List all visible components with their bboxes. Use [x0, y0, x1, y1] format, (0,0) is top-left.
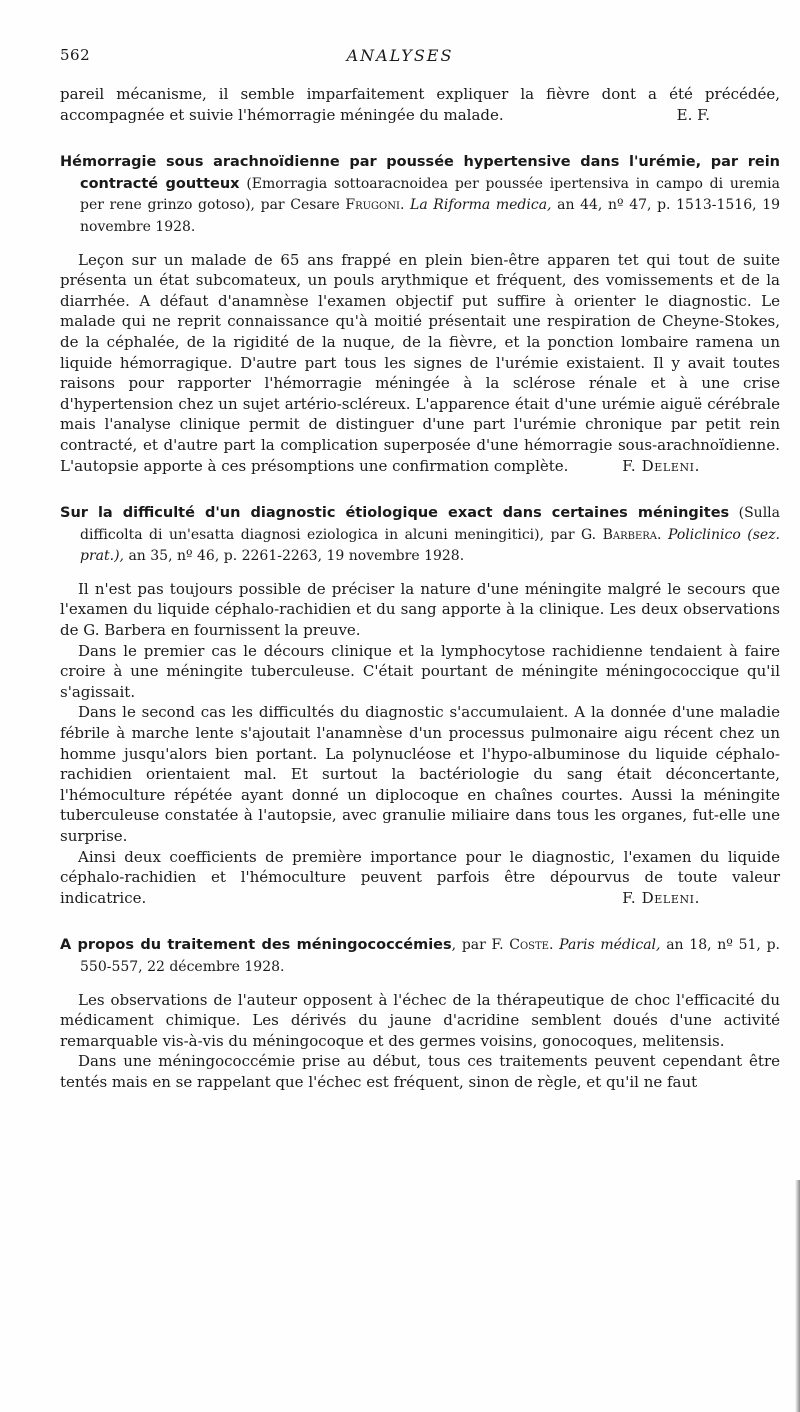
article-2-title: Sur la difficulté d'un diagnostic étiologique exact dans certaines méningites [60, 505, 730, 522]
article-1-title: Hémorragie sous arachnoïdienne par poussée hypertensive dans l'urémie, par rein contracté goutteux [60, 154, 780, 192]
article-1-ref-text: (Emorragia sottoaracnoidea per poussée ipertensiva in campo di uremia per rene grinzo gotoso), par Cesare [80, 175, 780, 214]
article-3-author: Coste [509, 937, 549, 954]
article-3-title: A propos du traitement des méningococcémies [60, 937, 452, 954]
continuation-block [60, 84, 780, 125]
page-body [60, 84, 780, 1093]
article-2-paragraph-1: Il n'est pas toujours possible de préciser la nature d'une méningite malgré le secours que l'examen du liquide céphalo-rachidien et du sang apporte à la clinique. Les deux observations de G. Barbera en fournissent la preuve. [60, 579, 780, 640]
article-3-source: Paris médical, [559, 937, 661, 954]
article-1-ref-sep: . [399, 197, 411, 214]
article-2-ref-text: (Sulla difficolta di un'esatta diagnosi eziologica in alcuni meningitici), par G. [80, 505, 780, 543]
article-2-paragraph-4 [60, 847, 780, 909]
article-2-source: Policlinico (sez. prat.), [80, 526, 780, 565]
running-title: ANALYSES [346, 46, 454, 65]
continuation-paragraph [60, 84, 780, 125]
article-2-paragraph-3: Dans le second cas les difficultés du diagnostic s'accumulaient. A la donnée d'une maladie fébrile à marche lente s'ajoutait l'anamnèse d'un processus pulmonaire aigu récent chez un homme jusqu'alors bien portant. La polynucléose et l'hypo-albuminose du liquide céphalo-rachidien orientaient mal. Et surtout la bactériologie du sang était déconcertante, l'hémoculture répétée ayant donné un diplocoque en chaînes courtes. Aussi la méningite tuberculeuse constatée à l'autopsie, avec granulie miliaire dans tous les organes, fut-elle une surprise. [60, 703, 780, 845]
article-3-paragraph-1: Les observations de l'auteur opposent à l'échec de la thérapeutique de choc l'efficacité du médicament chimique. Les dérivés du jaune d'acridine semblent doués d'une activité remarquable vis-à-vis du méningocoque et des germes voisins, gonocoques, melitensis. [60, 990, 780, 1050]
article-3-heading [60, 934, 780, 977]
article-1-ref-details: an 44, nº 47, p. 1513-1516, 19 novembre 1928. [80, 197, 781, 235]
article-2-author: Barbera [602, 526, 658, 543]
article-1-source: La Riforma medica, [410, 197, 552, 214]
article-2-heading [60, 502, 780, 567]
article-1-author: Frugoni [345, 197, 400, 214]
article-2-ref-details: an 35, nº 46, p. 2261-2263, 19 novembre 1928. [124, 548, 465, 565]
continuation-signature: E. F. [676, 105, 710, 124]
article-3-ref-sep: . [548, 937, 560, 954]
continuation-text: pareil mécanisme, il semble imparfaitement expliquer la fièvre dont a été précédée, accompagnée et suivie l'hémorragie méningée du malade. [60, 85, 780, 124]
article-2-paragraph-4-text: Ainsi deux coefficients de première importance pour le diagnostic, l'examen du liquide céphalo-rachidien et l'hémoculture peuvent parfois être dépourvus de toute valeur indicatrice. [60, 847, 780, 907]
article-1-heading [60, 151, 780, 237]
article-2 [60, 502, 780, 908]
article-2-signature: F. Deleni. [622, 888, 700, 907]
article-3-ref-text: , par F. [451, 937, 510, 954]
article-2-ref-sep: . [657, 526, 668, 543]
article-1-paragraph-text: Leçon sur un malade de 65 ans frappé en plein bien-être apparen tet qui tout de suite présenta un état subcomateux, un pouls arythmique et fréquent, des vomissements et de la diarrhée. A défaut d'anamnèse l'examen objectif put suffire à orienter le diagnostic. Le malade qui ne reprit connaissance qu'à moitié présentait une respiration de Cheyne-Stokes, de la céphalée, de la rigidité de la nuque, de la fièvre, et la ponction lombaire ramena un liquide hémorragique. D'autre part tous les signes de l'urémie existaient. Il y avait toutes raisons pour rapporter l'hémorragie méningée à la sclérose rénale et à une crise d'hypertension chez un sujet artério-scléreux. L'apparence était d'une urémie aiguë cérébrale mais l'analyse clinique permit de distinguer d'une part l'urémie chronique par petit rein contracté, et d'autre part la complication superposée d'une hémorragie sous-arachnoïdienne. L'autopsie apporte à ces présomptions une confirmation complète. [60, 250, 780, 475]
article-3 [60, 934, 780, 1092]
page-edge-shadow [795, 1180, 800, 1412]
article-3-paragraph-2: Dans une méningococcémie prise au début, tous ces traitements peuvent cependant être tentés mais en se rappelant que l'échec est fréquent, sinon de règle, et qu'il ne faut [60, 1052, 780, 1091]
page-number: 562 [60, 46, 91, 64]
article-1 [60, 151, 780, 476]
article-1-paragraph [60, 250, 780, 477]
article-1-signature: F. Deleni. [622, 456, 700, 475]
article-2-paragraph-2: Dans le premier cas le décours clinique et la lymphocytose rachidienne tendaient à faire croire à une méningite tuberculeuse. C'était pourtant de méningite méningococcique qu'il s'agissait. [60, 641, 780, 701]
article-3-ref-details: an 18, nº 51, p. 550-557, 22 décembre 1928. [80, 937, 780, 975]
